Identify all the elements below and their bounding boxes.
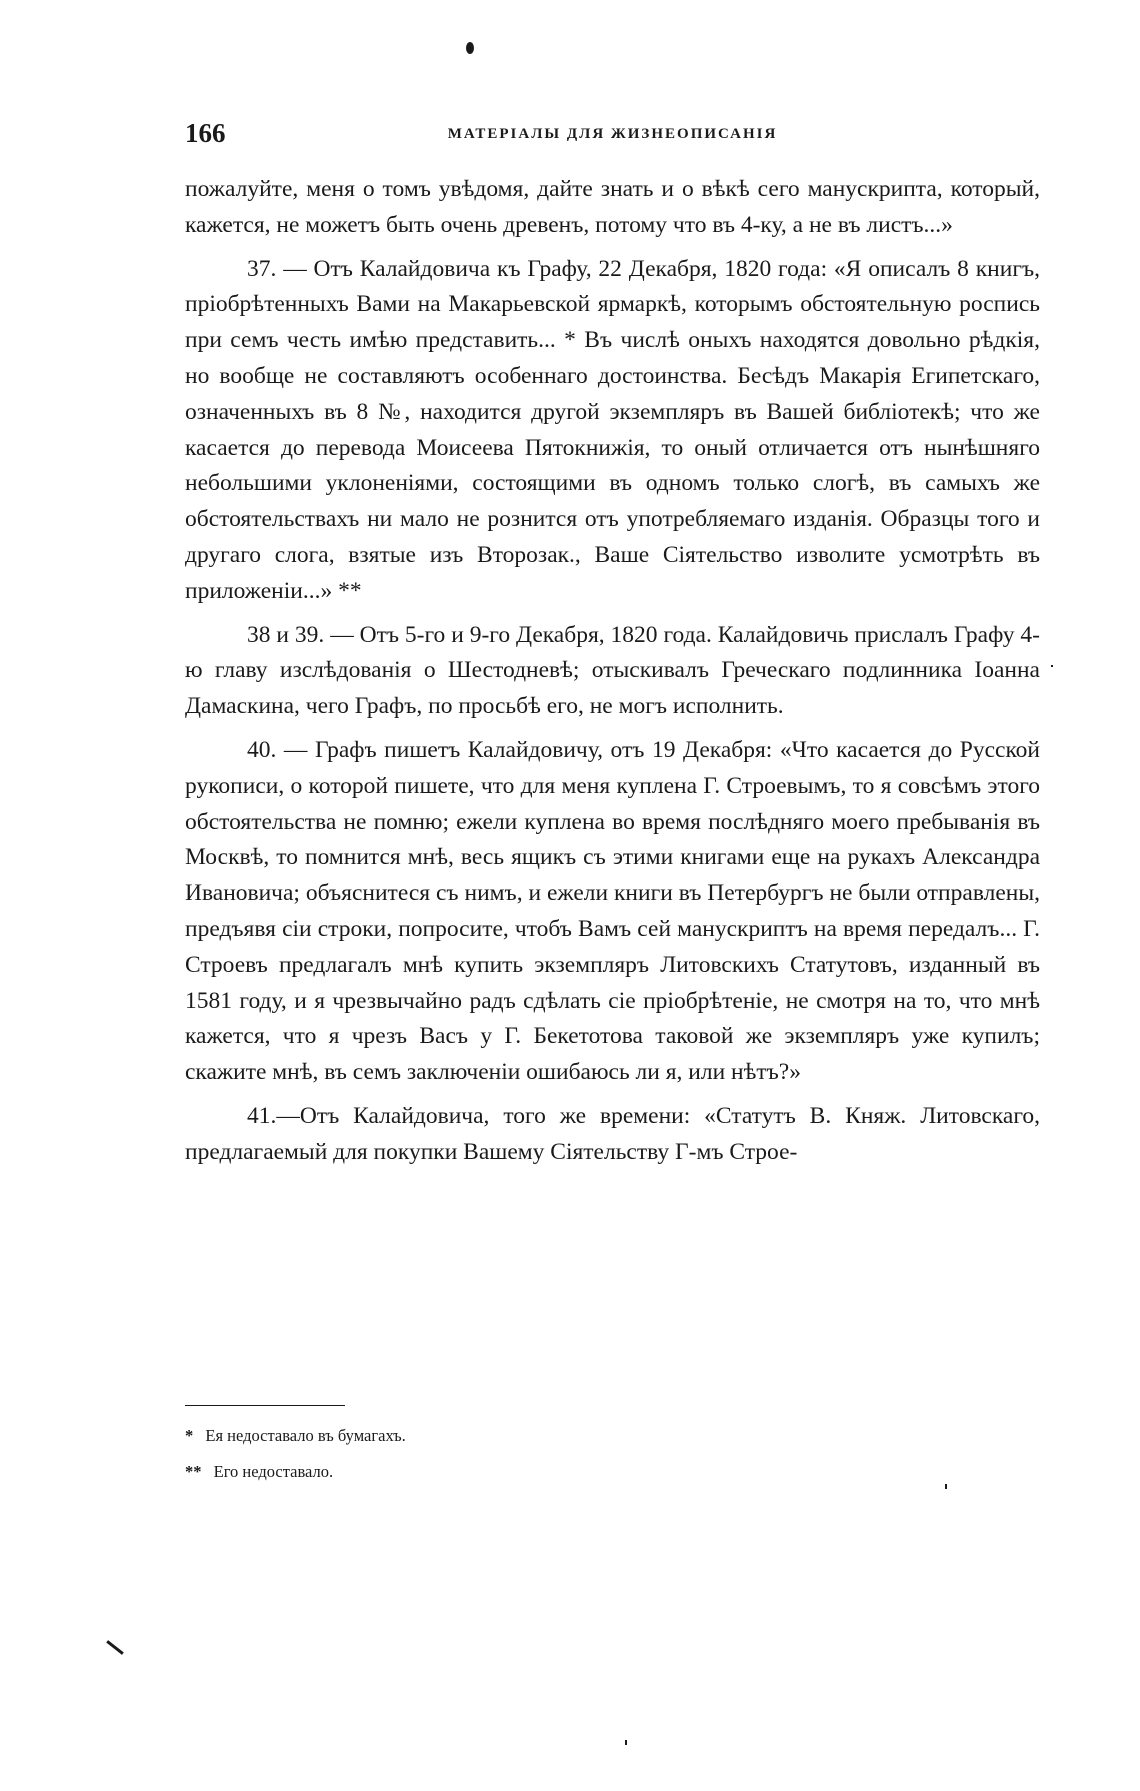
- body-text: [185, 172, 1040, 1179]
- footnote-text: Его недоставало.: [213, 1462, 334, 1481]
- ink-speck-bottom-left: [106, 1640, 124, 1655]
- paragraph-letters-38-39: 38 и 39. — Отъ 5-го и 9-го Декабря, 1820 года. Калайдовичь прислалъ Графу 4-ю главу изслѣдованія о Шестодневѣ; отыскивалъ Греческаго подлинника Іоанна Дамаскина, чего Графъ, по просьбѣ его, не могъ исполнить.: [185, 621, 1040, 720]
- paragraph-continuation: пожалуйте, меня о томъ увѣдомя, дайте знать и о вѣкѣ сего манускрипта, который, кажется, не можетъ быть очень древенъ, потому что въ 4-ку, а не въ листъ...»: [185, 176, 1040, 238]
- paragraph-letter-37: 37. — Отъ Калайдовича къ Графу, 22 Декабря, 1820 года: «Я описалъ 8 книгъ, пріобрѣтенныхъ Вами на Макарьевской ярмаркѣ, которымъ обстоятельную роспись при семъ честь имѣю представить... * Въ числѣ оныхъ находятся довольно рѣдкія, но вообще не составляютъ особеннаго достоинства. Бесѣдъ Макарія Египетскаго, означенныхъ въ 8 №, находится другой экземпляръ въ Вашей библіотекѣ; что же касается до перевода Моисеева Пятокнижія, то оный отличается отъ нынѣшняго небольшими уклоненіями, состоящими въ одномъ только слогѣ, въ самыхъ же обстоятельствахъ ни мало не рознится отъ употребляемаго изданія. Образцы того и другаго слога, взятые изъ Второзак., Ваше Сіятельство изволите усмотрѣть въ приложеніи...» **: [185, 255, 1040, 604]
- footnote-divider: [185, 1405, 345, 1406]
- footnote-mark: *: [185, 1426, 194, 1445]
- ink-speck-footnote-right: [945, 1484, 947, 1489]
- ink-speck-right-margin: [1051, 665, 1053, 667]
- page-header: [185, 118, 1040, 158]
- paragraph-letter-40: 40. — Графъ пишетъ Калайдовичу, отъ 19 Декабря: «Что касается до Русской рукописи, о которой пишете, что для меня куплена Г. Строевымъ, то я совсѣмъ этого обстоятельства не помню; ежели куплена во время послѣдняго моего пребыванія въ Москвѣ, то помнится мнѣ, весь ящикъ съ этими книгами еще на рукахъ Александра Ивановича; объяснитеся съ нимъ, и ежели книги въ Петербургъ не были отправлены, предъявя сіи строки, попросите, чтобъ Вамъ сей манускриптъ на время передалъ... Г. Строевъ предлагалъ мнѣ купить экземпляръ Литовскихъ Статутовъ, изданный въ 1581 году, и я чрезвычайно радъ сдѣлать сіе пріобрѣтеніе, не смотря на то, что мнѣ кажется, что я чрезъ Васъ у Г. Бекетотова таковой же экземпляръ уже купилъ; скажите мнѣ, въ семъ заключеніи ошибаюсь ли я, или нѣтъ?»: [185, 736, 1040, 1086]
- footnote: [185, 1418, 785, 1454]
- ink-speck-bottom-center: [625, 1740, 627, 1745]
- running-title: МАТЕРІАЛЫ ДЛЯ ЖИЗНЕОПИСАНІЯ: [447, 126, 778, 142]
- ink-speck-top: [466, 42, 474, 54]
- paragraph-letter-41: 41.—Отъ Калайдовича, того же времени: «Статутъ В. Княж. Литовскаго, предлагаемый для покупки Вашему Сіятельству Г-мъ Строе-: [185, 1102, 1040, 1165]
- footnote: [185, 1454, 785, 1490]
- page-number: 166: [185, 118, 226, 148]
- footnotes: [185, 1418, 785, 1490]
- footnote-text: Ея недоставало въ бумагахъ.: [205, 1426, 406, 1445]
- footnote-mark: **: [185, 1462, 202, 1481]
